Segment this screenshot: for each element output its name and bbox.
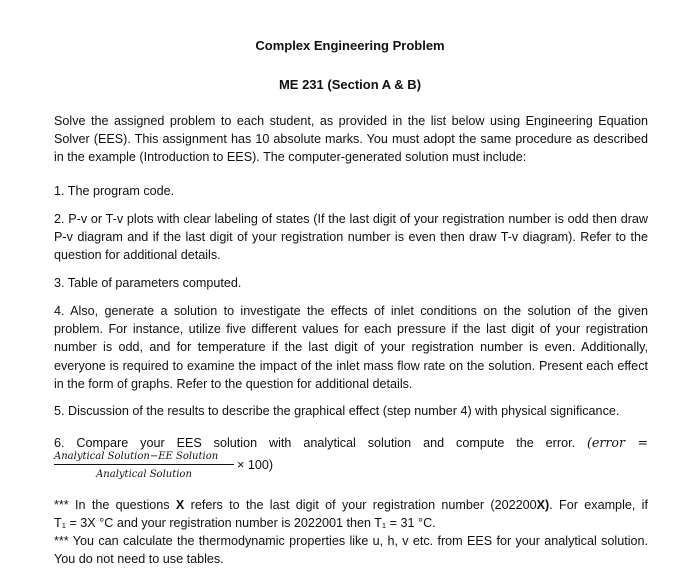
error-equation-lhs: (error = <box>587 435 649 450</box>
list-item-1: 1. The program code. <box>54 184 175 198</box>
list-item-4: 4. Also, generate a solution to investigate the effects of inlet conditions on the solution of the given problem. For instance, utilize five different values for each pressure if the last digit of your registration number is odd, and for temperature if the last digit of your registration number is even. Additionally, everyone is required to examine the impact of the inlet mass flow rate on the solution. Present each effect in the form of graphs. Refer to the question for additional details. <box>54 304 648 391</box>
note1-tail: . For example, if <box>549 498 648 512</box>
note-1 <box>54 496 648 514</box>
note1-x: X <box>175 498 185 512</box>
list-item-5: 5. Discussion of the results to describe the graphical effect (step number 4) with physical significance. <box>54 404 620 418</box>
note1-mid: refers to the last digit of your registration number (202200 <box>184 498 537 512</box>
intro-paragraph: Solve the assigned problem to each student, as provided in the list below using Engineering Equation Solver (EES). This assignment has 10 absolute marks. You must adopt the same procedure as described in the example (Introduction to EES). The computer-generated solution must include: <box>54 114 648 165</box>
course-subtitle: ME 231 (Section A & B) <box>278 77 422 92</box>
note-1-line-2: T₁ = 3X °C and your registration number is 2022001 then T₁ = 31 °C. <box>54 516 436 530</box>
fraction-denominator: Analytical Solution <box>96 469 192 480</box>
error-fraction <box>54 450 234 481</box>
note1-x2: X) <box>536 498 550 512</box>
item6-text: 6. Compare your EES solution with analytical solution and compute the error. <box>54 436 576 450</box>
document-title: Complex Engineering Problem <box>255 38 445 53</box>
list-item-2: 2. P-v or T-v plots with clear labeling of states (If the last digit of your registration number is odd then draw P-v diagram and if the last digit of your registration number is even then draw T-v diagram). Refer to the question for additional details. <box>54 212 648 263</box>
note1-prefix: *** In the questions <box>54 498 176 512</box>
error-factor: × 100) <box>237 458 274 472</box>
list-item-3: 3. Table of parameters computed. <box>54 276 242 290</box>
fraction-numerator: Analytical Solution−EE Solution <box>54 450 234 465</box>
note-2: *** You can calculate the thermodynamic properties like u, h, v etc. from EES for your analytical solution. You do not need to use tables. <box>54 534 648 567</box>
